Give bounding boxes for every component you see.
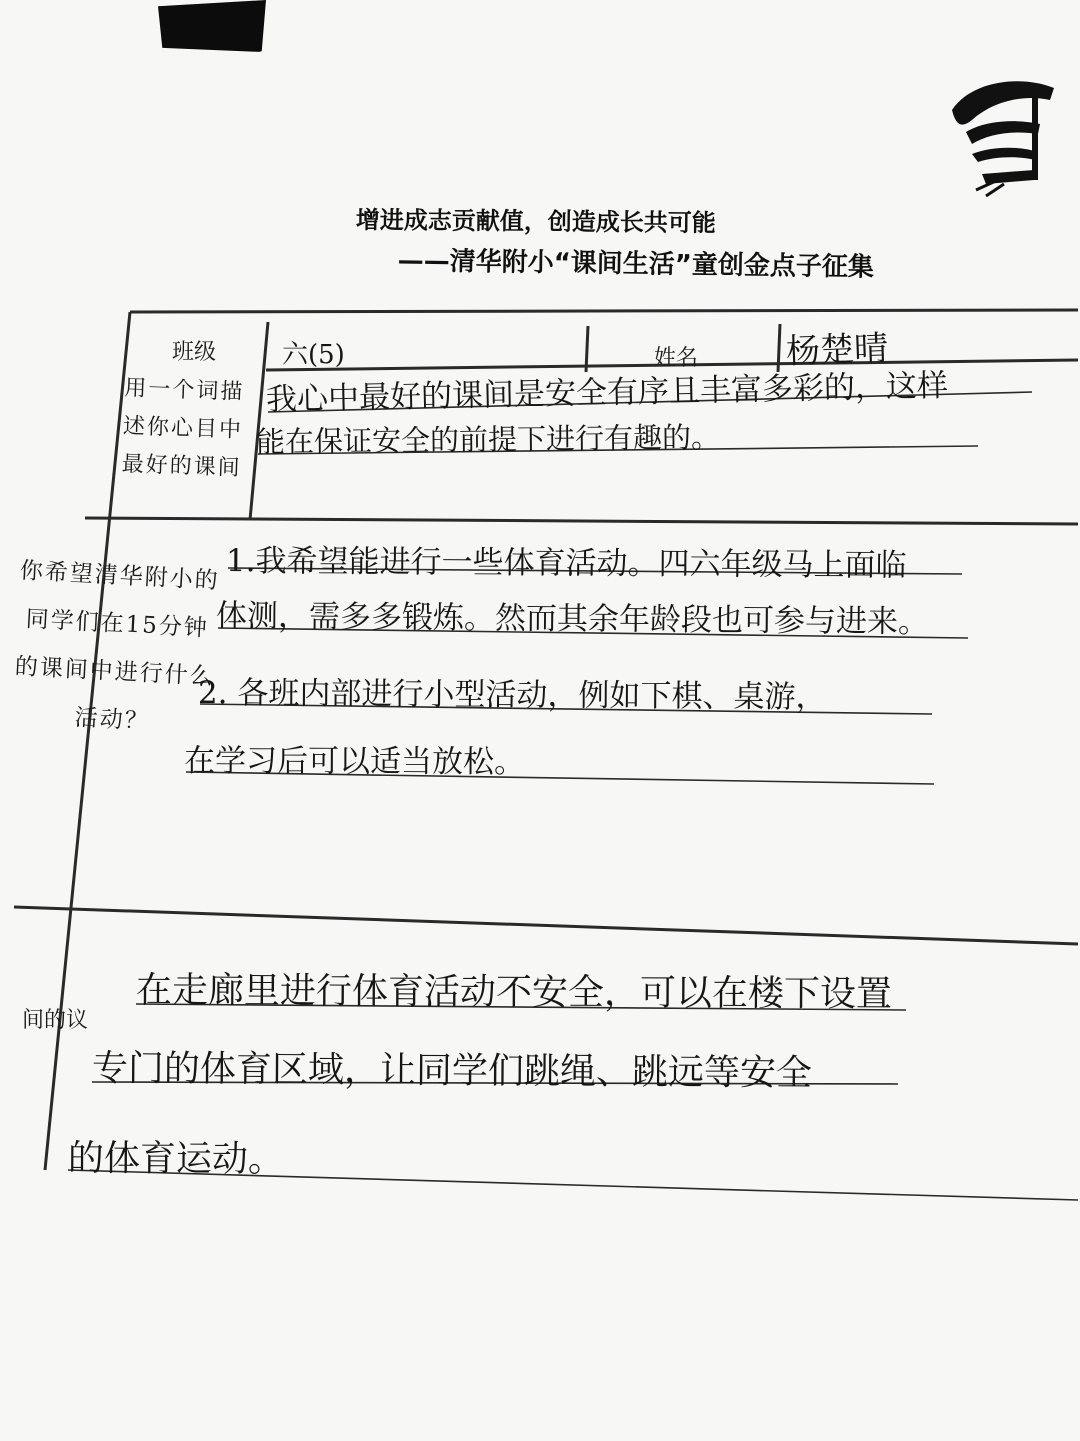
- answer-2-line: 体测，需多多锻炼。然而其余年龄段也可参与进来。: [215, 598, 930, 641]
- answer-2-line: 2. 各班内部进行小型活动，例如下棋、桌游，: [197, 675, 827, 716]
- question-3-label: 间的议: [22, 1008, 89, 1033]
- answer-3-line: 专门的体育区域，让同学们跳绳、跳远等安全: [91, 1048, 813, 1095]
- name-label: 姓名: [654, 346, 699, 371]
- answer-3-line: 在走廊里进行体育活动不安全，可以在楼下设置: [135, 970, 893, 1015]
- form-title: 增进成志贡献值，创造成长共可能: [355, 205, 716, 238]
- answer-1-line: 我心中最好的课间是安全有序且丰富多彩的，这样: [265, 367, 949, 418]
- name-value: 杨楚晴: [785, 328, 889, 372]
- form-subtitle: ——清华附小“课间生活”童创金点子征集: [397, 245, 875, 283]
- answer-2-line: 在学习后可以适当放松。: [183, 743, 526, 781]
- answer-2-line: 1.我希望能进行一些体育活动。四六年级马上面临: [225, 543, 907, 584]
- question-1-label: 用一个词描述你心目中最好的课间: [121, 375, 245, 482]
- question-2-label: 你希望清华附小的同学们在15分钟的课间中进行什么活动？: [14, 557, 221, 735]
- answer-3-line: 的体育运动。: [67, 1138, 285, 1181]
- class-value: 六(5): [282, 340, 345, 370]
- class-label: 班级: [172, 340, 217, 365]
- answer-1-line: 能在保证安全的前提下进行有趣的。: [255, 420, 721, 459]
